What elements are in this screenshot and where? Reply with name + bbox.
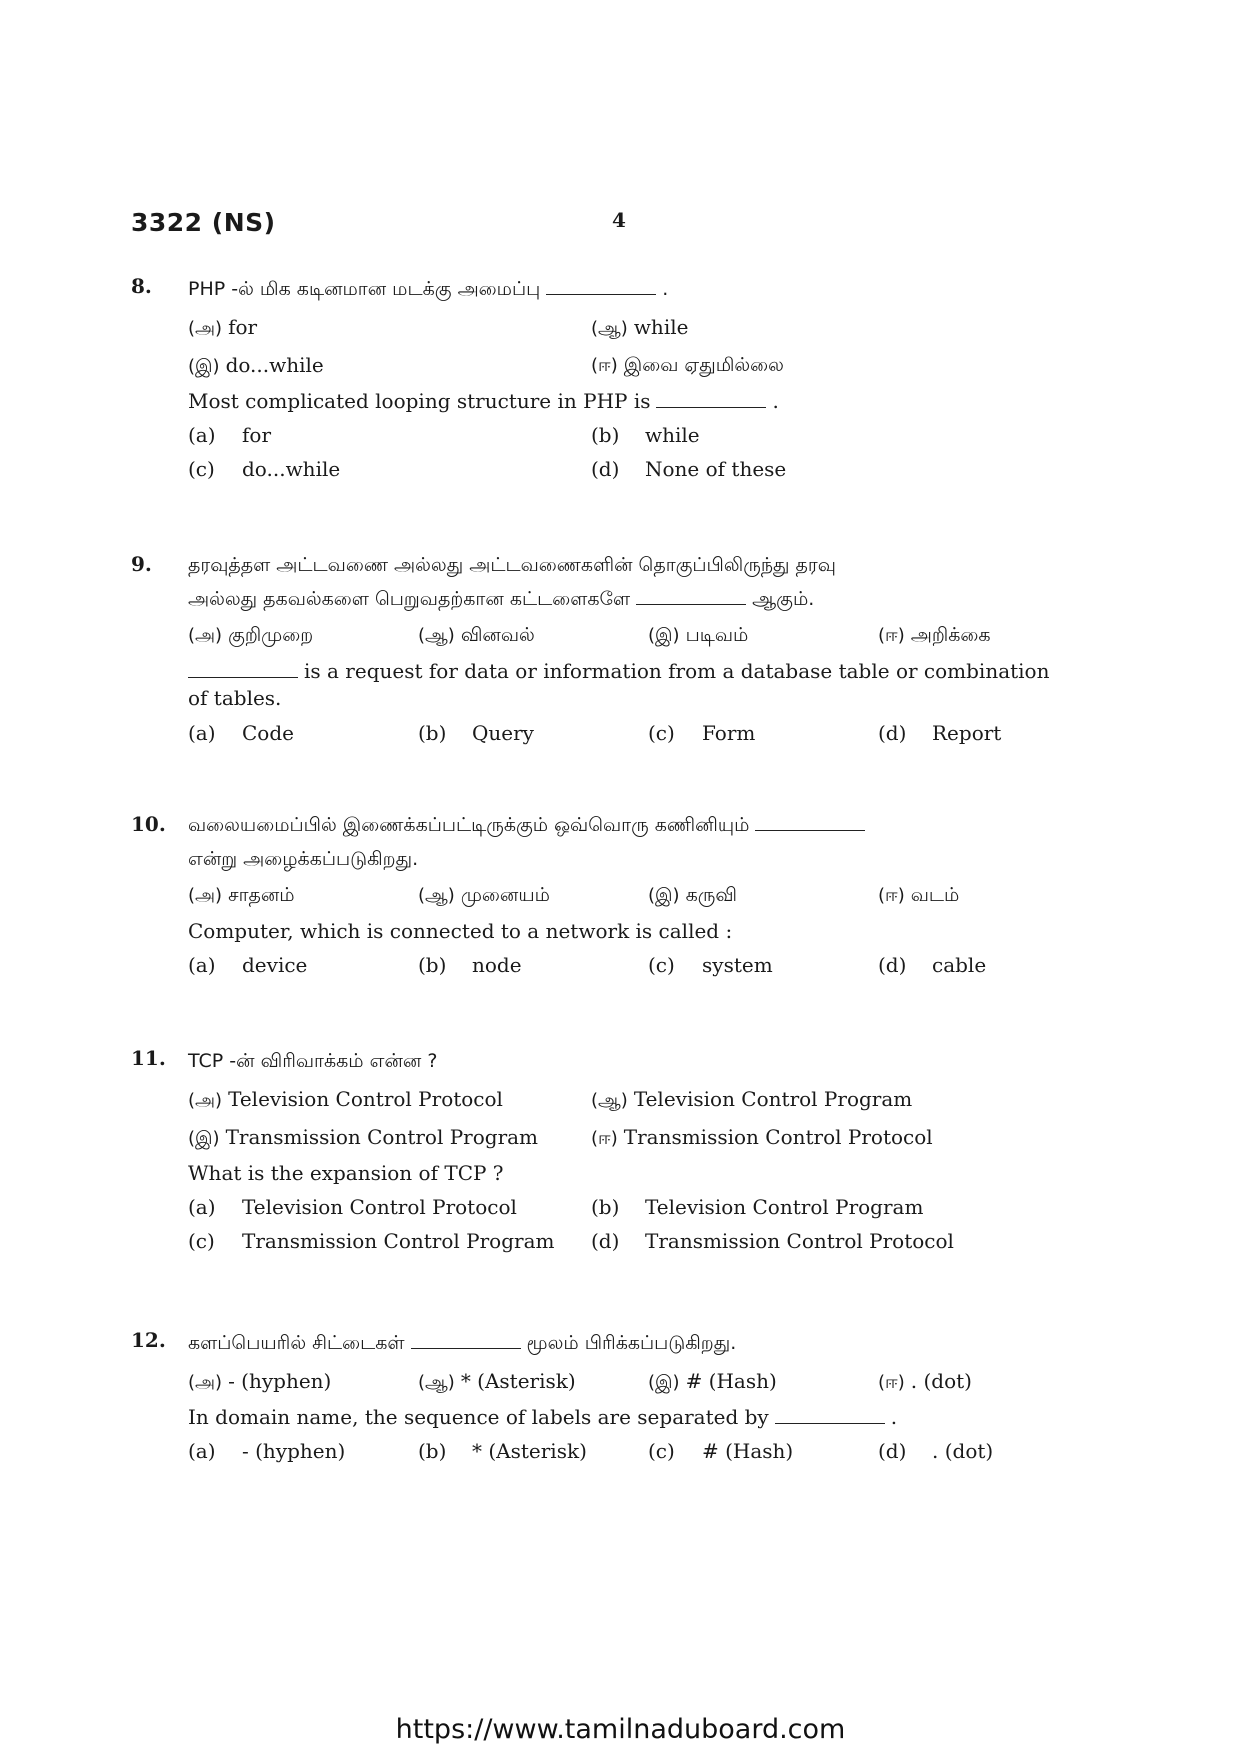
- english-options-row: [188, 948, 1061, 982]
- question-8: [131, 270, 1061, 486]
- tamil-question: களப்பெயரில் சிட்டைகள் மூலம் பிரிக்கப்படுகிறது.: [188, 1332, 737, 1354]
- option: (a) Television Control Protocol: [188, 1195, 517, 1219]
- option: (c) # (Hash): [648, 1439, 794, 1463]
- tamil-options-row: [188, 1080, 1061, 1118]
- option: (d) Transmission Control Protocol: [591, 1229, 954, 1253]
- question-number: 9.: [131, 552, 152, 576]
- answer-blank: [411, 1347, 521, 1349]
- option: (c) do...while: [188, 457, 341, 481]
- option: (இ) கருவி: [648, 884, 737, 906]
- tamil-question: PHP -ல் மிக கடினமான மடக்கு அமைப்பு .: [188, 278, 669, 300]
- tamil-options-row: [188, 346, 1061, 384]
- english-options-row: [188, 716, 1061, 750]
- question-number: 11.: [131, 1046, 166, 1070]
- option: (a) for: [188, 423, 272, 447]
- english-options-row: [188, 452, 1061, 486]
- page-number: 4: [612, 208, 626, 232]
- tamil-question: தரவுத்தள அட்டவணை அல்லது அட்டவணைகளின் தொகுப்பிலிருந்து தரவு: [188, 554, 836, 576]
- tamil-options-row: [188, 1118, 1061, 1156]
- option: (b) * (Asterisk): [418, 1439, 587, 1463]
- answer-blank: [775, 1422, 885, 1424]
- option: (ஆ) முனையம்: [418, 884, 550, 906]
- answer-blank: [546, 293, 656, 295]
- english-question: In domain name, the sequence of labels are separated by .: [188, 1405, 898, 1429]
- english-options-row: [188, 1224, 1061, 1258]
- english-question: What is the expansion of TCP ?: [188, 1161, 504, 1185]
- option: (அ) Television Control Protocol: [188, 1087, 503, 1111]
- option: (ஆ) while: [591, 315, 689, 339]
- option: (c) Transmission Control Program: [188, 1229, 555, 1253]
- english-question: Computer, which is connected to a network is called :: [188, 919, 733, 943]
- option: (a) device: [188, 953, 308, 977]
- option: (a) - (hyphen): [188, 1439, 346, 1463]
- option: (இ) do...while: [188, 353, 324, 377]
- option: (b) Query: [418, 721, 534, 745]
- option: (அ) சாதனம்: [188, 884, 295, 906]
- tamil-options-row: [188, 616, 1061, 654]
- option: (ஆ) * (Asterisk): [418, 1369, 576, 1393]
- option: (b) while: [591, 423, 700, 447]
- question-10: [131, 808, 1061, 982]
- tamil-options-row: [188, 308, 1061, 346]
- question-number: 8.: [131, 274, 152, 298]
- option: (அ) - (hyphen): [188, 1369, 332, 1393]
- option: (இ) படிவம்: [648, 624, 749, 646]
- tamil-question: TCP -ன் விரிவாக்கம் என்ன ?: [188, 1050, 438, 1072]
- english-options-row: [188, 1434, 1061, 1468]
- question-12: [131, 1324, 1061, 1468]
- option: (ஈ) . (dot): [878, 1369, 972, 1393]
- tamil-question: வலையமைப்பில் இணைக்கப்பட்டிருக்கும் ஒவ்வொரு கணினியும்: [188, 808, 1061, 842]
- english-question: is a request for data or information from a database table or combination of tables.: [188, 659, 1050, 710]
- option: (ஈ) இவை ஏதுமில்லை: [591, 354, 784, 376]
- question-number: 10.: [131, 812, 166, 836]
- answer-blank: [755, 829, 865, 831]
- tamil-options-row: [188, 876, 1061, 914]
- tamil-question: என்று அழைக்கப்படுகிறது.: [188, 848, 419, 870]
- answer-blank: [636, 603, 746, 605]
- option: (a) Code: [188, 721, 294, 745]
- option: (அ) for: [188, 315, 258, 339]
- option: (c) Form: [648, 721, 756, 745]
- english-options-row: [188, 418, 1061, 452]
- option: (b) node: [418, 953, 522, 977]
- option: (இ) # (Hash): [648, 1369, 777, 1393]
- question-11: [131, 1042, 1061, 1258]
- option: (ஈ) அறிக்கை: [878, 624, 991, 646]
- tamil-question: அல்லது தகவல்களை பெறுவதற்கான கட்டளைகளே ஆகும்.: [188, 588, 815, 610]
- footer-url: https://www.tamilnaduboard.com: [395, 1714, 846, 1745]
- option: (ஈ) Transmission Control Protocol: [591, 1125, 933, 1149]
- answer-blank: [188, 676, 298, 678]
- question-number: 12.: [131, 1328, 166, 1352]
- option: (d) cable: [878, 953, 987, 977]
- option: (c) system: [648, 953, 773, 977]
- question-9: [131, 548, 1061, 750]
- option: (d) . (dot): [878, 1439, 994, 1463]
- option: (ஆ) வினவல்: [418, 624, 535, 646]
- english-options-row: [188, 1190, 1061, 1224]
- option: (ஆ) Television Control Program: [591, 1087, 913, 1111]
- paper-code: 3322 (NS): [131, 208, 276, 237]
- option: (ஈ) வடம்: [878, 884, 960, 906]
- option: (அ) குறிமுறை: [188, 624, 314, 646]
- tamil-options-row: [188, 1362, 1061, 1400]
- option: (இ) Transmission Control Program: [188, 1125, 539, 1149]
- english-question: Most complicated looping structure in PHP is .: [188, 389, 779, 413]
- option: (d) Report: [878, 721, 1002, 745]
- answer-blank: [656, 406, 766, 408]
- option: (d) None of these: [591, 457, 787, 481]
- option: (b) Television Control Program: [591, 1195, 924, 1219]
